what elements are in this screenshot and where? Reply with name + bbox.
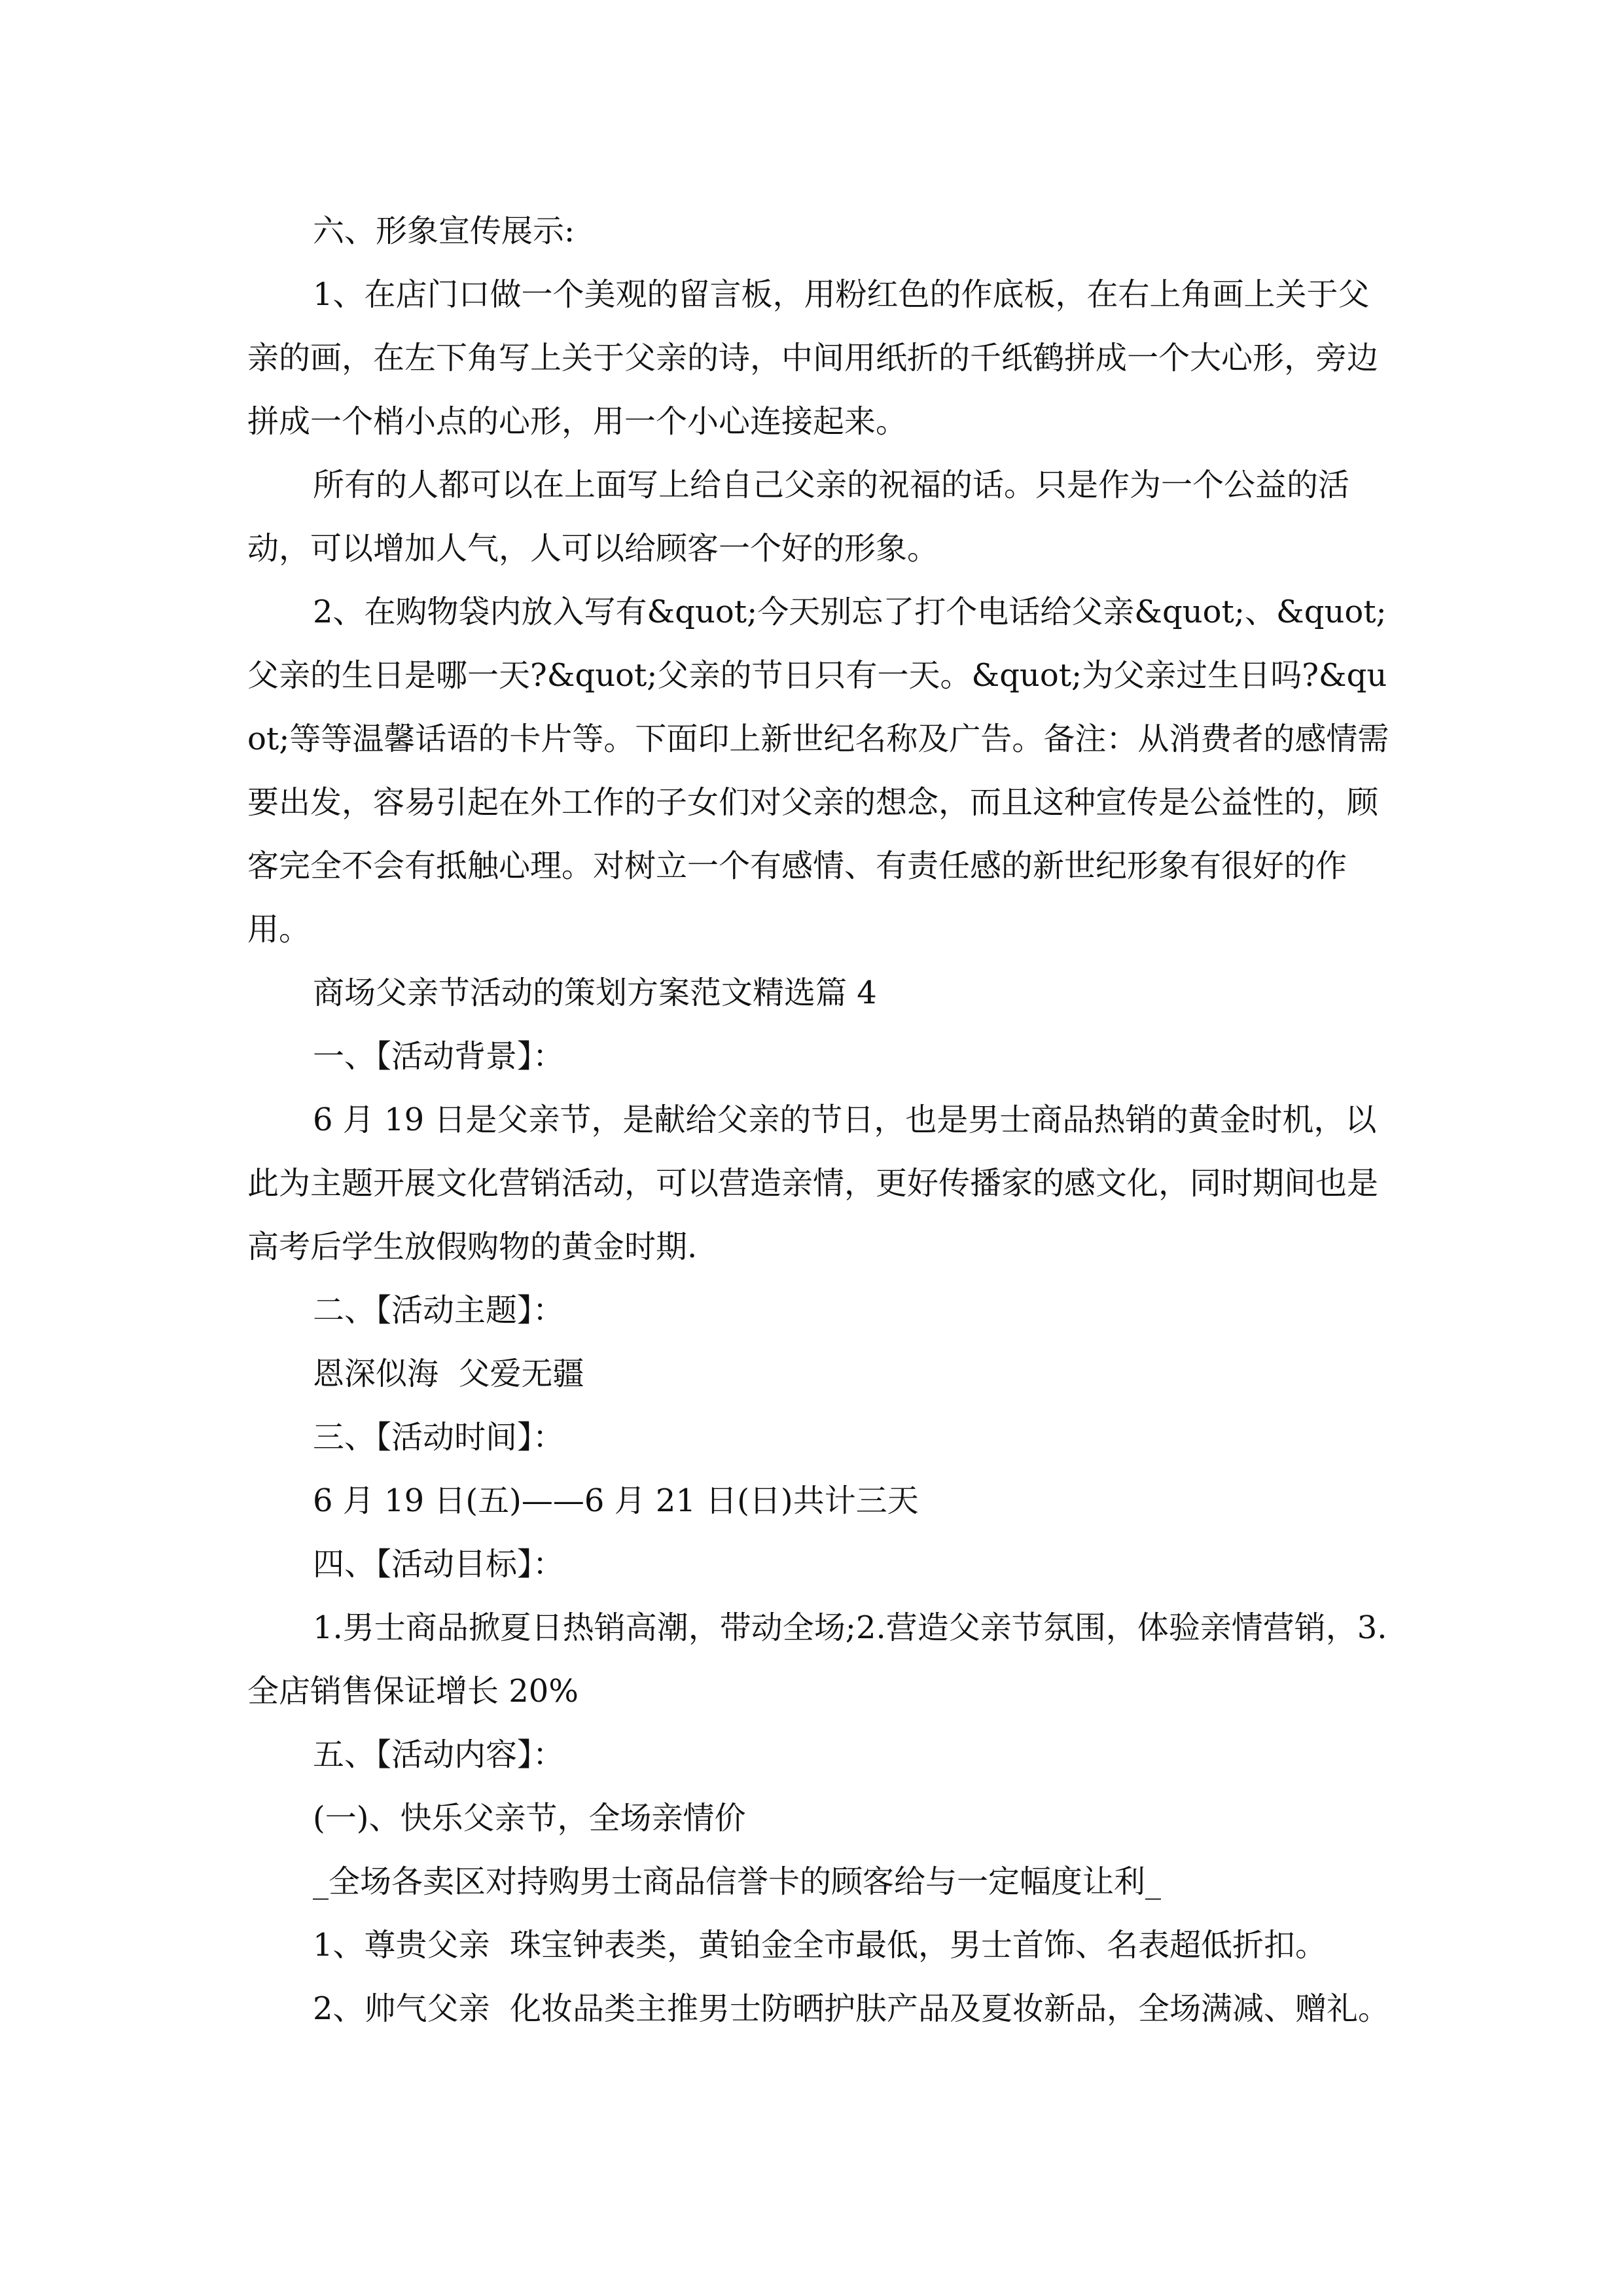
- paragraph: (一)、快乐父亲节，全场亲情价: [313, 1800, 746, 1837]
- paragraph: 2、帅气父亲 化妆品类主推男士防晒护肤产品及夏妆新品，全场满减、赠礼。: [313, 1990, 1390, 2027]
- paragraph: 1.男士商品掀夏日热销高潮，带动全场;2.营造父亲节氛围，体验亲情营销，3.全店销售保证增长 20%: [247, 1609, 1387, 1710]
- heading: 三、【活动时间】：: [313, 1419, 565, 1456]
- heading: 五、【活动内容】：: [313, 1736, 565, 1773]
- paragraph: 1、尊贵父亲 珠宝钟表类，黄铂金全市最低，男士首饰、名表超低折扣。: [313, 1927, 1327, 1964]
- paragraph: 六、形象宣传展示:: [313, 213, 575, 249]
- paragraph: 所有的人都可以在上面写上给自己父亲的祝福的话。只是作为一个公益的活动，可以增加人气，人可以给顾客一个好的形象。: [247, 467, 1350, 567]
- paragraph: 6 月 19 日是父亲节，是献给父亲的节日，也是男士商品热销的黄金时机，以此为主题开展文化营销活动，可以营造亲情，更好传播家的感文化，同时期间也是高考后学生放假购物的黄金时期.: [247, 1102, 1379, 1265]
- heading: 二、【活动主题】：: [313, 1292, 565, 1329]
- heading: 四、【活动目标】：: [313, 1546, 565, 1583]
- paragraph: 1、在店门口做一个美观的留言板，用粉红色的作底板，在右上角画上关于父亲的画，在左下角写上关于父亲的诗，中间用纸折的千纸鹤拼成一个大心形，旁边拼成一个梢小点的心形，用一个小心连接起来。: [247, 276, 1379, 440]
- paragraph: 6 月 19 日(五)——6 月 21 日(日)共计三天: [313, 1482, 919, 1519]
- section-title: 商场父亲节活动的策划方案范文精选篇 4: [313, 975, 877, 1011]
- document-body: [247, 200, 1399, 2041]
- paragraph: 恩深似海 父爱无疆: [313, 1355, 584, 1392]
- paragraph: 2、在购物袋内放入写有&quot;今天别忘了打个电话给父亲&quot;、&quot;父亲的生日是哪一天?&quot;父亲的节日只有一天。&quot;为父亲过生日吗?&quot;等等温馨话语的卡片等。下面印上新世纪名称及广告。备注：从消费者的感情需要出发，容易引起在外工作的子女们对父亲的想念，而且这种宣传是公益性的，顾客完全不会有抵触心理。对树立一个有感情、有责任感的新世纪形象有很好的作用。: [247, 594, 1389, 948]
- heading: 一、【活动背景】：: [313, 1038, 565, 1075]
- paragraph: _全场各卖区对持购男士商品信誉卡的顾客给与一定幅度让利_: [313, 1863, 1162, 1900]
